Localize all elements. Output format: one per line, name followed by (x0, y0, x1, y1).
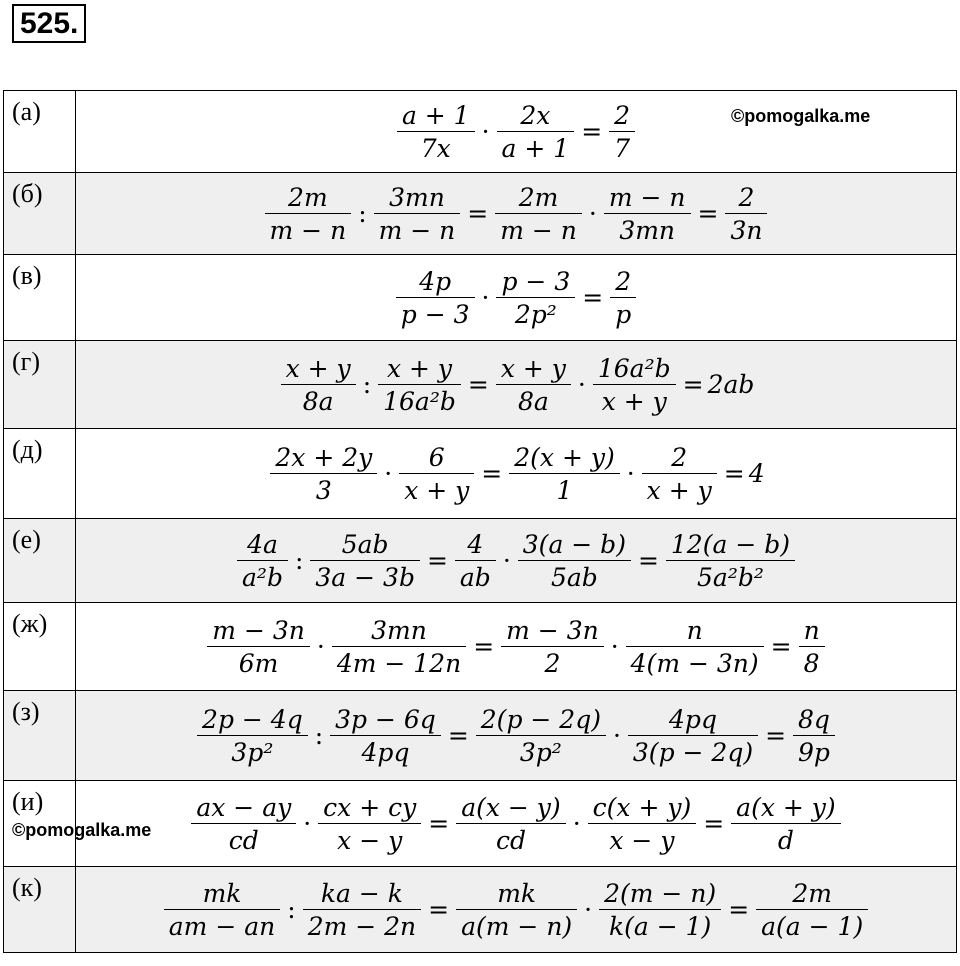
fraction (731, 792, 840, 855)
fraction (501, 615, 604, 678)
row-label: (к) (4, 867, 76, 953)
operator: = (426, 546, 448, 575)
fraction (495, 182, 582, 245)
fraction (397, 100, 475, 163)
denominator: 8a (517, 386, 549, 416)
fraction (799, 615, 825, 678)
numerator: c(x + y) (588, 795, 697, 824)
watermark-bottom: ©pomogalka.me (12, 820, 152, 840)
numerator: 2m (495, 185, 582, 214)
operator: = (467, 199, 489, 228)
fraction (164, 878, 280, 941)
operator: · (577, 370, 586, 399)
row-formula (76, 519, 957, 603)
operator: · (588, 199, 597, 228)
denominator: x + y (646, 475, 712, 505)
denominator: 3mn (619, 215, 676, 245)
solution-row (4, 173, 957, 255)
numerator: 16a²b (593, 356, 676, 385)
fraction (310, 529, 420, 592)
math-expression (394, 100, 638, 163)
row-label: (д) (4, 429, 76, 519)
numerator: 2(p − 2q) (476, 707, 606, 736)
numerator: 3mn (374, 185, 461, 214)
operator: · (626, 459, 635, 488)
operator: : (358, 199, 367, 228)
math-expression (188, 792, 843, 855)
numerator: 8q (793, 707, 835, 736)
fraction (793, 704, 835, 767)
solution-row (4, 603, 957, 691)
denominator: m − n (269, 215, 347, 245)
denominator: 4m − 12n (336, 648, 462, 678)
denominator: a(a − 1) (761, 911, 864, 941)
math-expression (278, 353, 755, 416)
denominator: 2p² (514, 299, 557, 329)
denominator: 3n (730, 215, 763, 245)
numerator: 12(a − b) (666, 532, 795, 561)
operator: = (682, 370, 704, 399)
numerator: x + y (496, 356, 571, 385)
row-formula (76, 867, 957, 953)
fraction (281, 353, 356, 416)
numerator: 2x (497, 103, 575, 132)
denominator: 3a − 3b (315, 562, 415, 592)
denominator: p − 3 (400, 299, 470, 329)
operator: · (612, 721, 621, 750)
math-expression (161, 878, 871, 941)
denominator: 4(m − 3n) (630, 648, 759, 678)
denominator: 7 (614, 133, 631, 163)
numerator: m − 3n (207, 618, 310, 647)
math-expression (234, 529, 798, 592)
fraction (197, 704, 308, 767)
result-term: 4 (748, 459, 765, 488)
operator: : (362, 370, 372, 399)
denominator: 3p² (519, 737, 562, 767)
operator: = (770, 632, 792, 661)
numerator: x + y (281, 356, 356, 385)
denominator: 4pq (361, 737, 410, 767)
math-expression (194, 704, 838, 767)
fraction (626, 615, 764, 678)
fraction (303, 878, 421, 941)
operator: · (316, 632, 325, 661)
operator: = (582, 283, 604, 312)
numerator: n (799, 618, 825, 647)
numerator: cx + cy (318, 795, 421, 824)
numerator: x + y (378, 356, 461, 385)
numerator: 4 (455, 532, 496, 561)
denominator: a²b (242, 562, 283, 592)
operator: : (287, 895, 296, 924)
numerator: a(x − y) (456, 795, 565, 824)
row-label: (и) (4, 781, 76, 867)
operator: = (428, 809, 450, 838)
operator: = (481, 459, 503, 488)
denominator: cd (495, 825, 526, 855)
fraction (518, 529, 631, 592)
fraction (610, 266, 636, 329)
fraction (455, 529, 496, 592)
row-formula (76, 173, 957, 255)
denominator: x + y (601, 386, 667, 416)
denominator: 2m − 2n (307, 911, 417, 941)
numerator: 3p − 6q (330, 707, 441, 736)
numerator: n (626, 618, 764, 647)
numerator: ka − k (303, 881, 421, 910)
fraction (374, 182, 461, 245)
operator: = (467, 370, 489, 399)
fraction (599, 878, 721, 941)
fraction (270, 442, 377, 505)
solution-row (4, 341, 957, 429)
fraction (265, 182, 352, 245)
fraction (496, 266, 575, 329)
fraction (207, 615, 310, 678)
denominator: x − y (609, 825, 675, 855)
denominator: 2 (544, 648, 561, 678)
operator: = (723, 459, 745, 488)
operator: · (481, 117, 490, 146)
operator: = (697, 199, 719, 228)
denominator: k(a − 1) (609, 911, 712, 941)
denominator: 1 (556, 475, 573, 505)
math-expression (393, 266, 639, 329)
operator: = (473, 632, 495, 661)
fraction (191, 792, 296, 855)
operator: · (572, 809, 581, 838)
denominator: p (615, 299, 632, 329)
solution-row (4, 91, 957, 173)
denominator: x + y (404, 475, 470, 505)
denominator: cd (228, 825, 259, 855)
row-label: (а) (4, 91, 76, 173)
numerator: 2m (756, 881, 868, 910)
operator: · (584, 895, 593, 924)
operator: · (481, 283, 490, 312)
row-formula (76, 603, 957, 691)
numerator: 2(m − n) (599, 881, 721, 910)
operator: · (303, 809, 312, 838)
row-label: (б) (4, 173, 76, 255)
numerator: mk (456, 881, 577, 910)
solution-row (4, 867, 957, 953)
fraction (399, 442, 474, 505)
fraction (496, 353, 571, 416)
denominator: d (777, 825, 794, 855)
fraction (332, 615, 466, 678)
denominator: 3 (315, 475, 332, 505)
operator: = (703, 809, 725, 838)
operator: · (502, 546, 511, 575)
fraction (237, 529, 288, 592)
numerator: 4p (396, 269, 475, 298)
numerator: 2 (725, 185, 767, 214)
numerator: mk (164, 881, 280, 910)
numerator: ax − ay (191, 795, 296, 824)
fraction (497, 100, 575, 163)
denominator: x − y (337, 825, 403, 855)
denominator: 6m (238, 648, 279, 678)
denominator: m − n (500, 215, 577, 245)
row-label: (ж) (4, 603, 76, 691)
operator: = (581, 117, 603, 146)
numerator: 4a (237, 532, 288, 561)
denominator: 5a²b² (697, 562, 764, 592)
denominator: ab (459, 562, 491, 592)
numerator: 6 (399, 445, 474, 474)
denominator: 3p² (231, 737, 274, 767)
numerator: 3mn (332, 618, 466, 647)
row-formula (76, 255, 957, 341)
numerator: 2x + 2y (270, 445, 377, 474)
math-expression (262, 182, 771, 245)
row-label: (г) (4, 341, 76, 429)
operator: · (384, 459, 393, 488)
denominator: 7x (420, 133, 451, 163)
fraction (593, 353, 676, 416)
fraction (642, 442, 717, 505)
operator: = (447, 721, 469, 750)
denominator: a(m − n) (461, 911, 573, 941)
fraction (396, 266, 475, 329)
operator: : (314, 721, 324, 750)
operator: = (428, 895, 450, 924)
denominator: a + 1 (501, 133, 570, 163)
math-expression (204, 615, 827, 678)
row-formula (76, 91, 957, 173)
numerator: m − 3n (501, 618, 604, 647)
denominator: 9p (798, 737, 830, 767)
operator: = (637, 546, 659, 575)
numerator: m − n (604, 185, 691, 214)
numerator: 2m (265, 185, 352, 214)
solution-row (4, 691, 957, 781)
fraction (509, 442, 619, 505)
fraction (666, 529, 795, 592)
row-formula (76, 691, 957, 781)
numerator: 3(a − b) (518, 532, 631, 561)
numerator: p − 3 (496, 269, 575, 298)
row-label: (з) (4, 691, 76, 781)
row-label: (е) (4, 519, 76, 603)
denominator: 8 (803, 648, 820, 678)
numerator: a(x + y) (731, 795, 840, 824)
fraction (628, 704, 758, 767)
fraction (609, 100, 635, 163)
math-expression (267, 442, 765, 505)
fraction (476, 704, 606, 767)
result-term: 2ab (707, 370, 755, 399)
numerator: 4pq (628, 707, 758, 736)
fraction (588, 792, 697, 855)
row-formula (76, 781, 957, 867)
watermark-top: ©pomogalka.me (731, 106, 871, 126)
row-label: (в) (4, 255, 76, 341)
fraction (378, 353, 461, 416)
numerator: 2(x + y) (509, 445, 619, 474)
row-formula (76, 341, 957, 429)
fraction (756, 878, 868, 941)
denominator: m − n (378, 215, 456, 245)
operator: = (765, 721, 787, 750)
fraction (318, 792, 421, 855)
denominator: am − an (168, 911, 276, 941)
operator: : (294, 546, 304, 575)
problem-number: 525. (12, 4, 86, 43)
numerator: 2 (610, 269, 636, 298)
fraction (725, 182, 767, 245)
numerator: 2p − 4q (197, 707, 308, 736)
operator: = (728, 895, 750, 924)
denominator: 8a (302, 386, 334, 416)
fraction (456, 792, 565, 855)
operator: · (610, 632, 619, 661)
solution-row (4, 429, 957, 519)
denominator: 16a²b (383, 386, 456, 416)
fraction (456, 878, 577, 941)
denominator: 5ab (550, 562, 598, 592)
solution-row (4, 255, 957, 341)
denominator: 3(p − 2q) (632, 737, 754, 767)
solution-row (4, 519, 957, 603)
numerator: a + 1 (397, 103, 475, 132)
numerator: 5ab (310, 532, 420, 561)
fraction (604, 182, 691, 245)
numerator: 2 (642, 445, 717, 474)
numerator: 2 (609, 103, 635, 132)
fraction (330, 704, 441, 767)
row-formula (76, 429, 957, 519)
